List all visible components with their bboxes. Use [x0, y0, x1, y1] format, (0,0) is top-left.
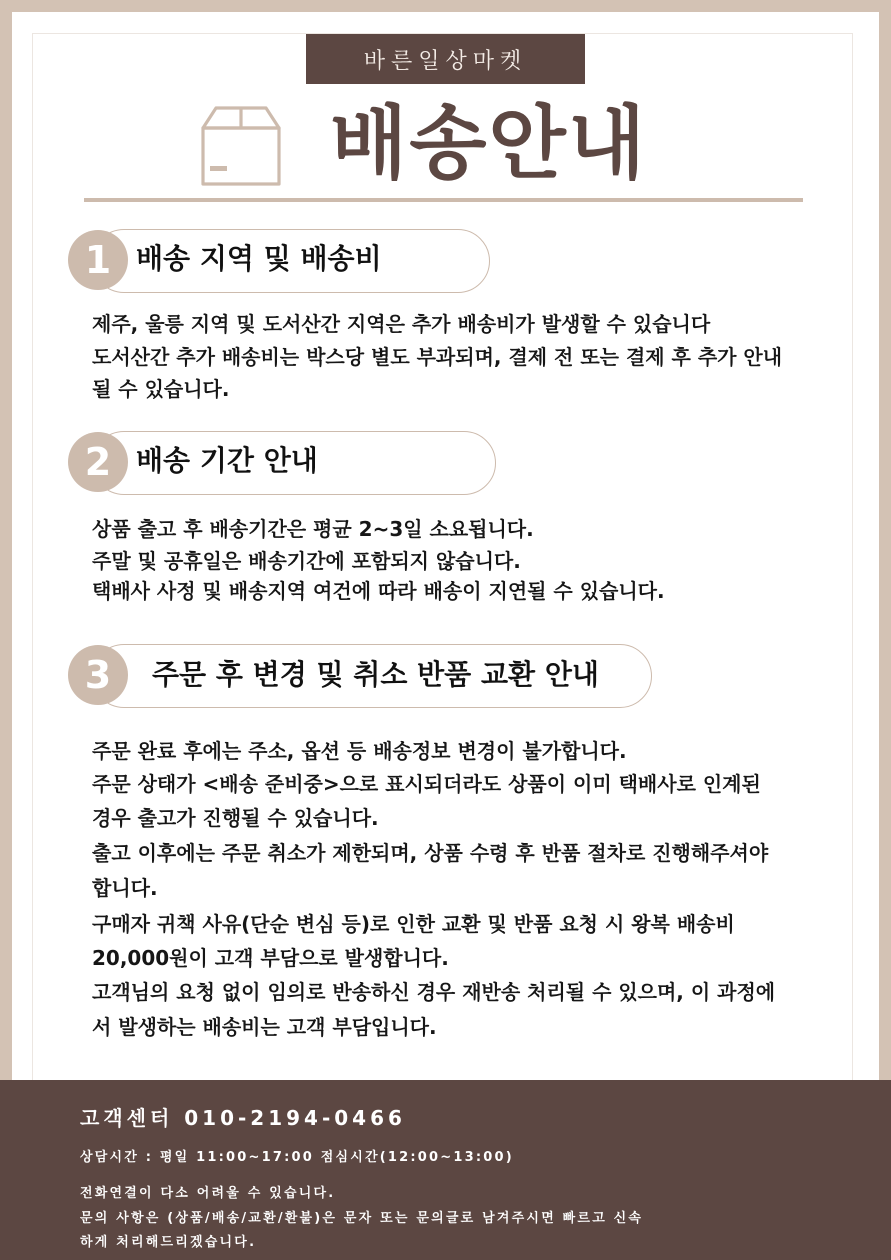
section-3-title: 주문 후 변경 및 취소 반품 교환 안내: [152, 658, 599, 691]
section-3-line: 합니다.: [92, 876, 158, 900]
section-3-line: 서 발생하는 배송비는 고객 부담입니다.: [92, 1015, 437, 1039]
section-3-line: 주문 완료 후에는 주소, 옵션 등 배송정보 변경이 불가합니다.: [92, 739, 627, 763]
footer-notes: [80, 1182, 643, 1256]
footer-note: 전화연결이 다소 어려울 수 있습니다.: [80, 1186, 336, 1201]
section-2-number: 2: [68, 432, 128, 492]
title-divider: [84, 198, 803, 202]
section-3-line: 고객님의 요청 없이 임의로 반송하신 경우 재반송 처리될 수 있으며, 이 과정에: [92, 980, 776, 1004]
footer-note: 문의 사항은 (상품/배송/교환/환불)은 문자 또는 문의글로 남겨주시면 빠르고 신속: [80, 1210, 644, 1226]
customer-center-phone: 고객센터 010-2194-0466: [80, 1106, 406, 1130]
section-2-line: 주말 및 공휴일은 배송기간에 포함되지 않습니다.: [92, 549, 521, 573]
section-2-body: [92, 513, 665, 606]
section-3-line: 구매자 귀책 사유(단순 변심 등)로 인한 교환 및 반품 요청 시 왕복 배송비: [92, 912, 735, 936]
section-1-line: 될 수 있습니다.: [92, 377, 230, 401]
customer-center-footer: [0, 1080, 891, 1260]
section-2-line: 택배사 사정 및 배송지역 여건에 따라 배송이 지연될 수 있습니다.: [92, 579, 665, 603]
box-icon: [198, 104, 284, 188]
brand-name: 바른일상마켓: [363, 48, 528, 74]
section-2-title: 배송 기간 안내: [136, 444, 318, 477]
footer-note: 하게 처리해드리겠습니다.: [80, 1235, 257, 1250]
section-1-number: 1: [68, 230, 128, 290]
section-1-title: 배송 지역 및 배송비: [136, 242, 382, 275]
section-3-line: 경우 출고가 진행될 수 있습니다.: [92, 806, 379, 830]
consultation-hours: 상담시간 : 평일 11:00~17:00 점심시간(12:00~13:00): [80, 1150, 514, 1165]
section-3-line: 20,000원이 고객 부담으로 발생합니다.: [92, 946, 449, 970]
section-2-line: 상품 출고 후 배송기간은 평균 2~3일 소요됩니다.: [92, 517, 534, 541]
section-3-line: 출고 이후에는 주문 취소가 제한되며, 상품 수령 후 반품 절차로 진행해주셔야: [92, 841, 769, 865]
section-3-body: [92, 735, 775, 1044]
section-1-body: [92, 307, 782, 405]
section-3-line: 주문 상태가 <배송 준비중>으로 표시되더라도 상품이 이미 택배사로 인계된: [92, 772, 761, 796]
section-1-line: 제주, 울릉 지역 및 도서산간 지역은 추가 배송비가 발생할 수 있습니다: [92, 312, 711, 336]
section-1-line: 도서산간 추가 배송비는 박스당 별도 부과되며, 결제 전 또는 결제 후 추가 안내: [92, 345, 783, 369]
brand-tab: [306, 34, 585, 84]
section-3-number: 3: [68, 645, 128, 705]
page-title: 배송안내: [330, 97, 648, 190]
